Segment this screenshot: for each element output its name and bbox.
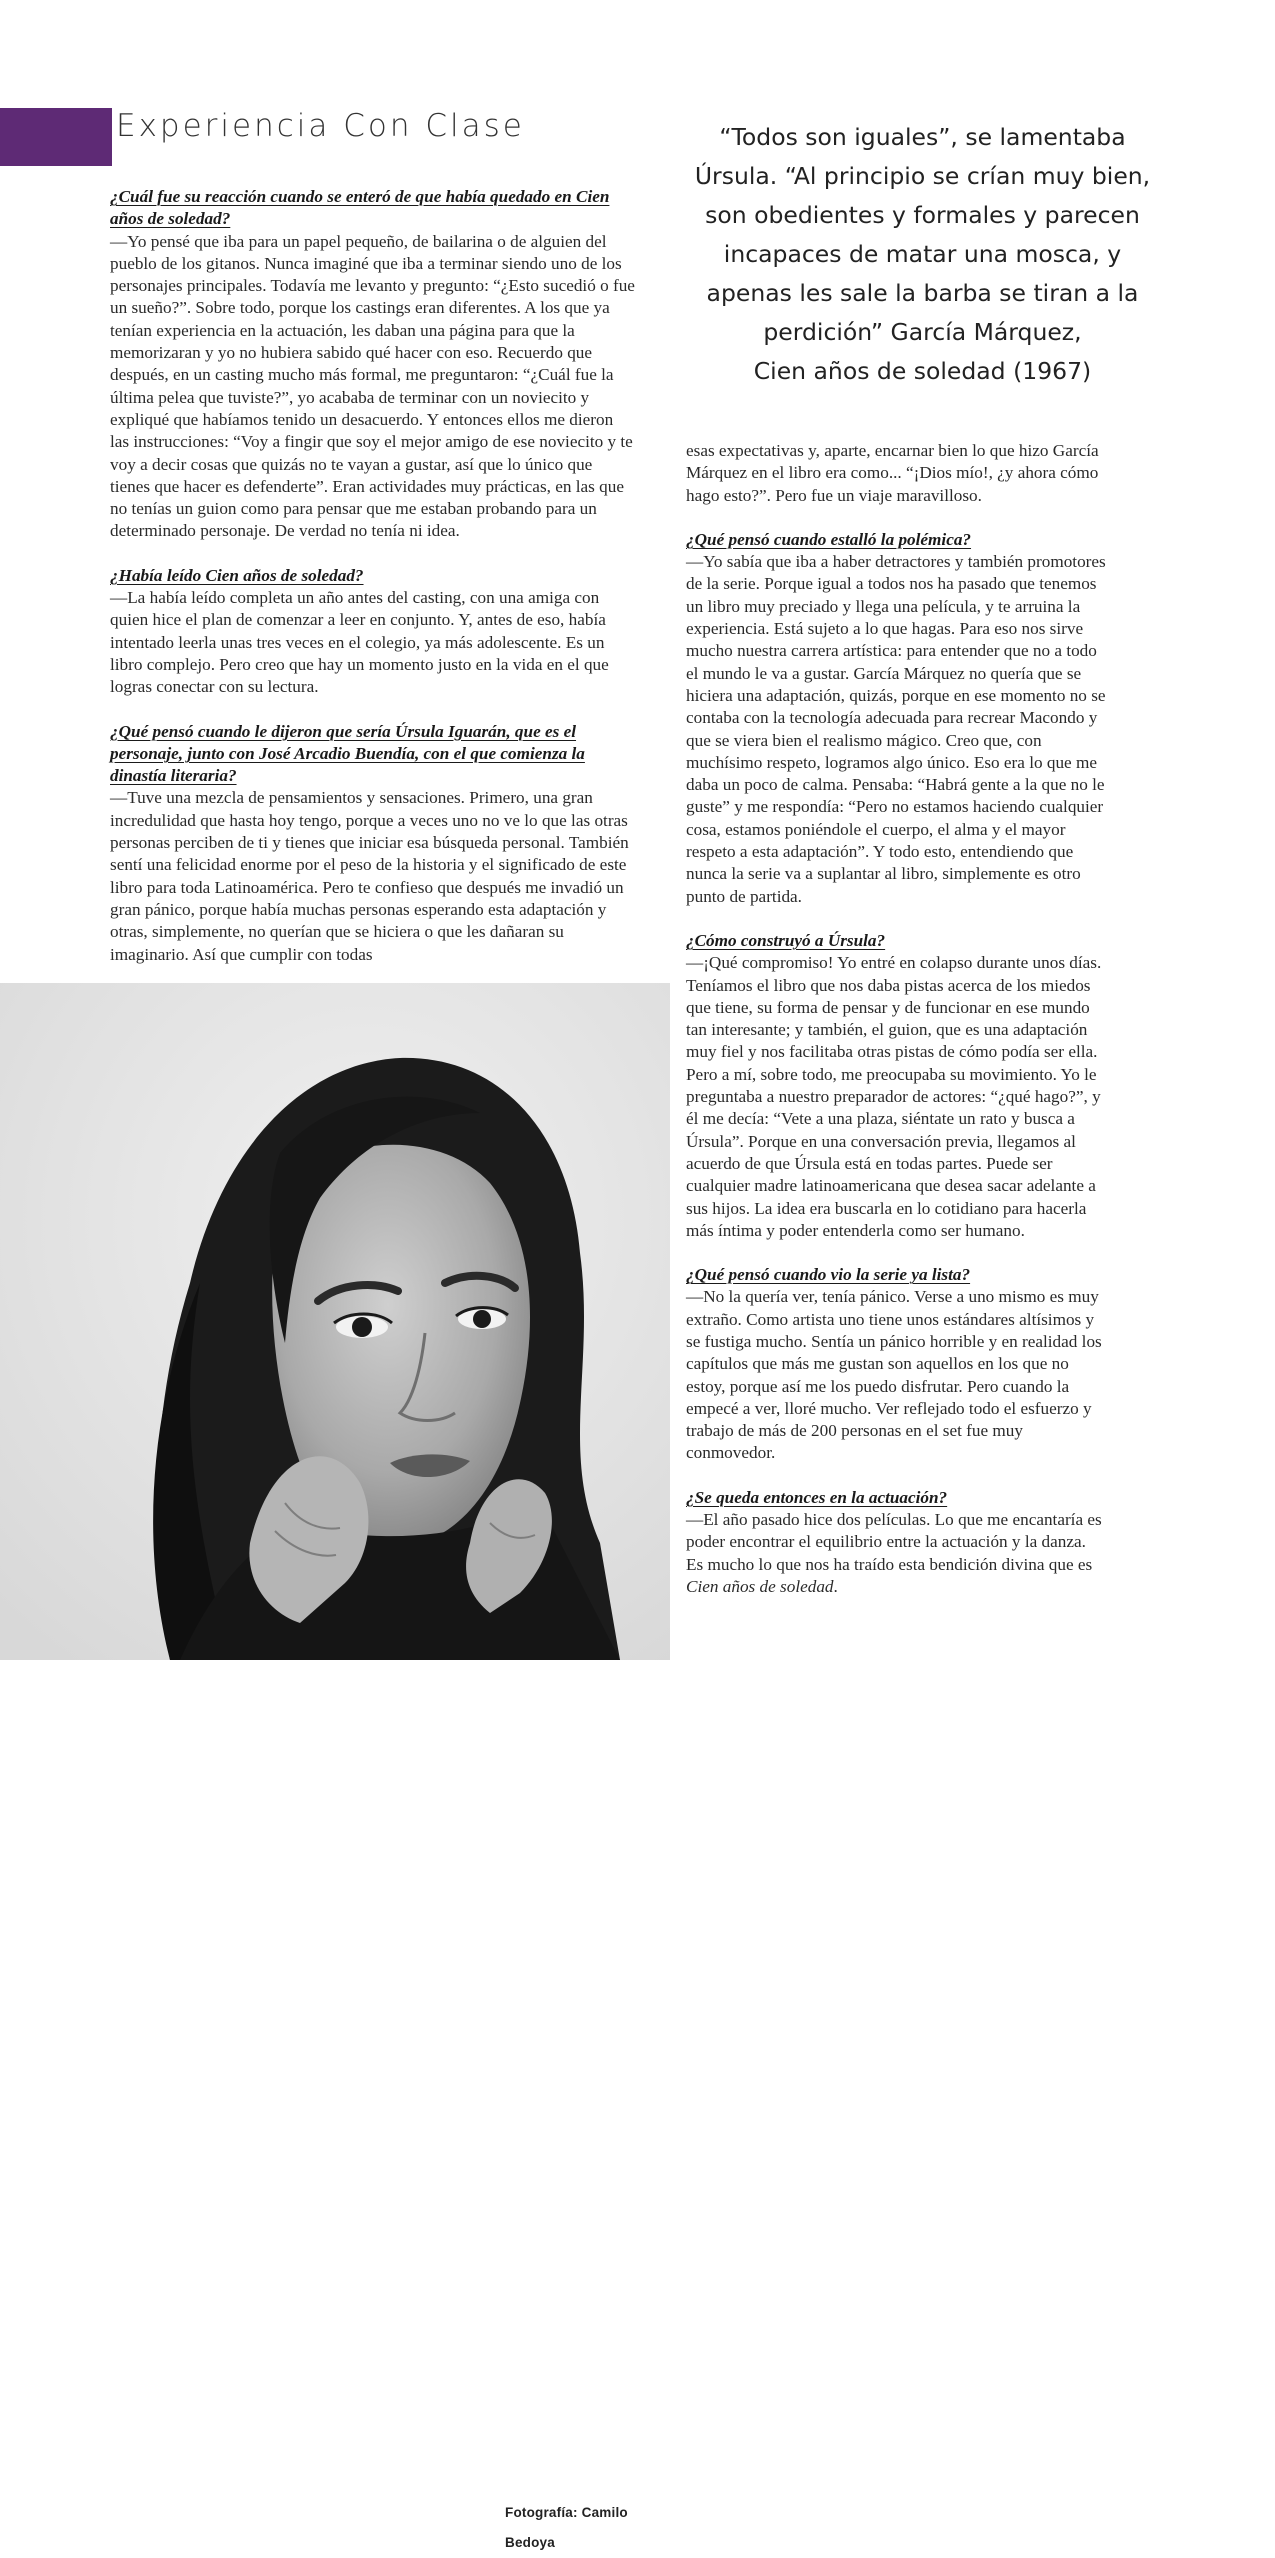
section-accent-bar	[0, 108, 112, 166]
question: ¿Cuál fue su reacción cuando se enteró de que había quedado en Cien años de soledad?	[110, 187, 610, 229]
answer	[686, 1509, 1106, 1598]
right-column	[686, 440, 1106, 1598]
answer: —Tuve una mezcla de pensamientos y sensaciones. Primero, una gran incredulidad que hasta hoy tengo, porque a veces uno no ve lo que las otras personas perciben de ti y tienes que iniciar esa búsqueda personal. También sentí una felicidad enorme por el peso de la historia y el significado de este libro para toda Latinoamérica. Pero te confieso que después me invadió un gran pánico, porque había muchas personas esperando esta adaptación y otras, simplemente, no querían que se hiciera o que les dañaran su imaginario. Así que cumplir con todas	[110, 788, 629, 964]
book-title: Cien años de soledad	[686, 1576, 834, 1596]
question: ¿Qué pensó cuando estalló la polémica?	[686, 529, 972, 549]
answer: —No la quería ver, tenía pánico. Verse a uno mismo es muy extraño. Como artista uno tiene unos estándares altísimos y se fustiga mucho. Sentía un pánico horrible y en realidad los capítulos que más me gustan son aquellos en los que no estoy, porque así me los puedo disfrutar. Pero cuando la empecé a ver, lloré mucho. Ver reflejado todo el esfuerzo y trabajo de más de 200 personas en el set fue muy conmovedor.	[686, 1287, 1102, 1463]
pull-quote-source: Cien años de soledad (1967)	[753, 357, 1092, 385]
answer: —Yo sabía que iba a haber detractores y también promotores de la serie. Porque igual a todos nos ha pasado que tenemos un libro muy preciado y llega una película, y te arruina la experiencia. Está sujeto a lo que hagas. Para eso nos sirve mucho nuestra carrera artística: para entender que no a todo el mundo le va a gustar. García Márquez no quería que se hiciera una adaptación, quizás, porque en ese momento no se contaba con la tecnología adecuada para recrear Macondo y que se viera bien el realismo mágico. Creo que, con muchísimo respeto, logramos algo único. Eso era lo que me daba un poco de calma. Pensaba: “Habrá gente a la que no le guste” y me respondía: “Pero no estamos haciendo cualquier cosa, estamos poniéndole el cuerpo, el alma y el mayor respeto a esta adaptación”. Y todo esto, entendiendo que nunca la serie va a suplantar al libro, simplemente es otro punto de partida.	[686, 552, 1106, 906]
answer-end: .	[833, 1576, 838, 1596]
answer: —La había leído completa un año antes del casting, con una amiga con quien hice el plan de comenzar a leer en conjunto. Y, antes de eso, había intentado leerla unas tres veces en el colegio, ya más adolescente. Es un libro complejo. Pero creo que hay un momento justo en la vida en el que logras conectar con su lectura.	[110, 588, 609, 697]
question: ¿Qué pensó cuando vio la serie ya lista?	[686, 1265, 971, 1285]
portrait-illustration	[0, 983, 670, 1660]
question: ¿Qué pensó cuando le dijeron que sería Úrsula Iguarán, que es el personaje, junto con José Arcadio Buendía, con el que comienza la dinastía literaria?	[110, 721, 585, 786]
answer-text: —El año pasado hice dos películas. Lo que me encantaría es poder encontrar el equilibrio entre la actuación y la danza. Es mucho lo que nos ha traído esta bendición divina que es	[686, 1510, 1102, 1574]
portrait-photo	[0, 983, 670, 2550]
answer-continuation: esas expectativas y, aparte, encarnar bien lo que hizo García Márquez en el libro era como... “¡Dios mío!, ¿y ahora cómo hago esto?”. Pero fue un viaje maravilloso.	[686, 441, 1099, 505]
left-column	[110, 186, 635, 966]
question: ¿Se queda entonces en la actuación?	[686, 1487, 948, 1507]
photo-credit: Fotografía: Camilo Bedoya	[495, 2498, 665, 2528]
pull-quote-text: “Todos son iguales”, se lamentaba Úrsula. “Al principio se crían muy bien, son obedientes y formales y parecen incapaces de matar una mosca, y apenas les sale la barba se tiran a la perdición” García Márquez,	[694, 123, 1151, 346]
section-title: Experiencia Con Clase	[116, 108, 525, 144]
answer: —Yo pensé que iba para un papel pequeño, de bailarina o de alguien del pueblo de los gitanos. Nunca imaginé que iba a terminar siendo uno de los personajes principales. Todavía me levanto y pregunto: “¿Esto sucedió o fue un sueño?”. Sobre todo, porque los castings eran diferentes. A los que ya tenían experiencia en la actuación, les daban una página para que la memorizaran y yo no hubiera sabido qué hacer con eso. Recuerdo que después, en un casting mucho más formal, me preguntaron: “¿Cuál fue la última pelea que tuviste?”, yo acababa de terminar con un noviecito y expliqué que habíamos tenido un desacuerdo. Y entonces ellos me dieron las instrucciones: “Voy a fingir que soy el mejor amigo de ese noviecito y te voy a decir cosas que quizás no te vayan a gustar, así que lo único que tienes que hacer es defenderte”. Eran actividades muy prácticas, en las que no tenías un guion como para pensar que me estaban probando para un determinado personaje. De verdad no tenía ni idea.	[110, 231, 635, 541]
question: ¿Había leído Cien años de soledad?	[110, 565, 364, 585]
pull-quote	[685, 118, 1160, 391]
answer: —¡Qué compromiso! Yo entré en colapso durante unos días. Teníamos el libro que nos daba pistas acerca de los miedos que tiene, su forma de pensar y de funcionar en ese mundo tan interesante; y también, el guion, que es una adaptación muy fiel y nos facilitaba otras pistas de cómo podía ser ella. Pero a mí, sobre todo, me preocupaba su movimiento. Yo le preguntaba a nuestro preparador de actores: “¿qué hago?”, y él me decía: “Vete a una plaza, siéntate un rato y busca a Úrsula”. Porque en una conversación previa, llegamos al acuerdo de que Úrsula está en todas partes. Puede ser cualquier madre latinoamericana que desea sacar adelante a sus hijos. La idea era buscarla en lo cotidiano para hacerla más íntima y poder entenderla como ser humano.	[686, 953, 1102, 1240]
question: ¿Cómo construyó a Úrsula?	[686, 930, 886, 950]
